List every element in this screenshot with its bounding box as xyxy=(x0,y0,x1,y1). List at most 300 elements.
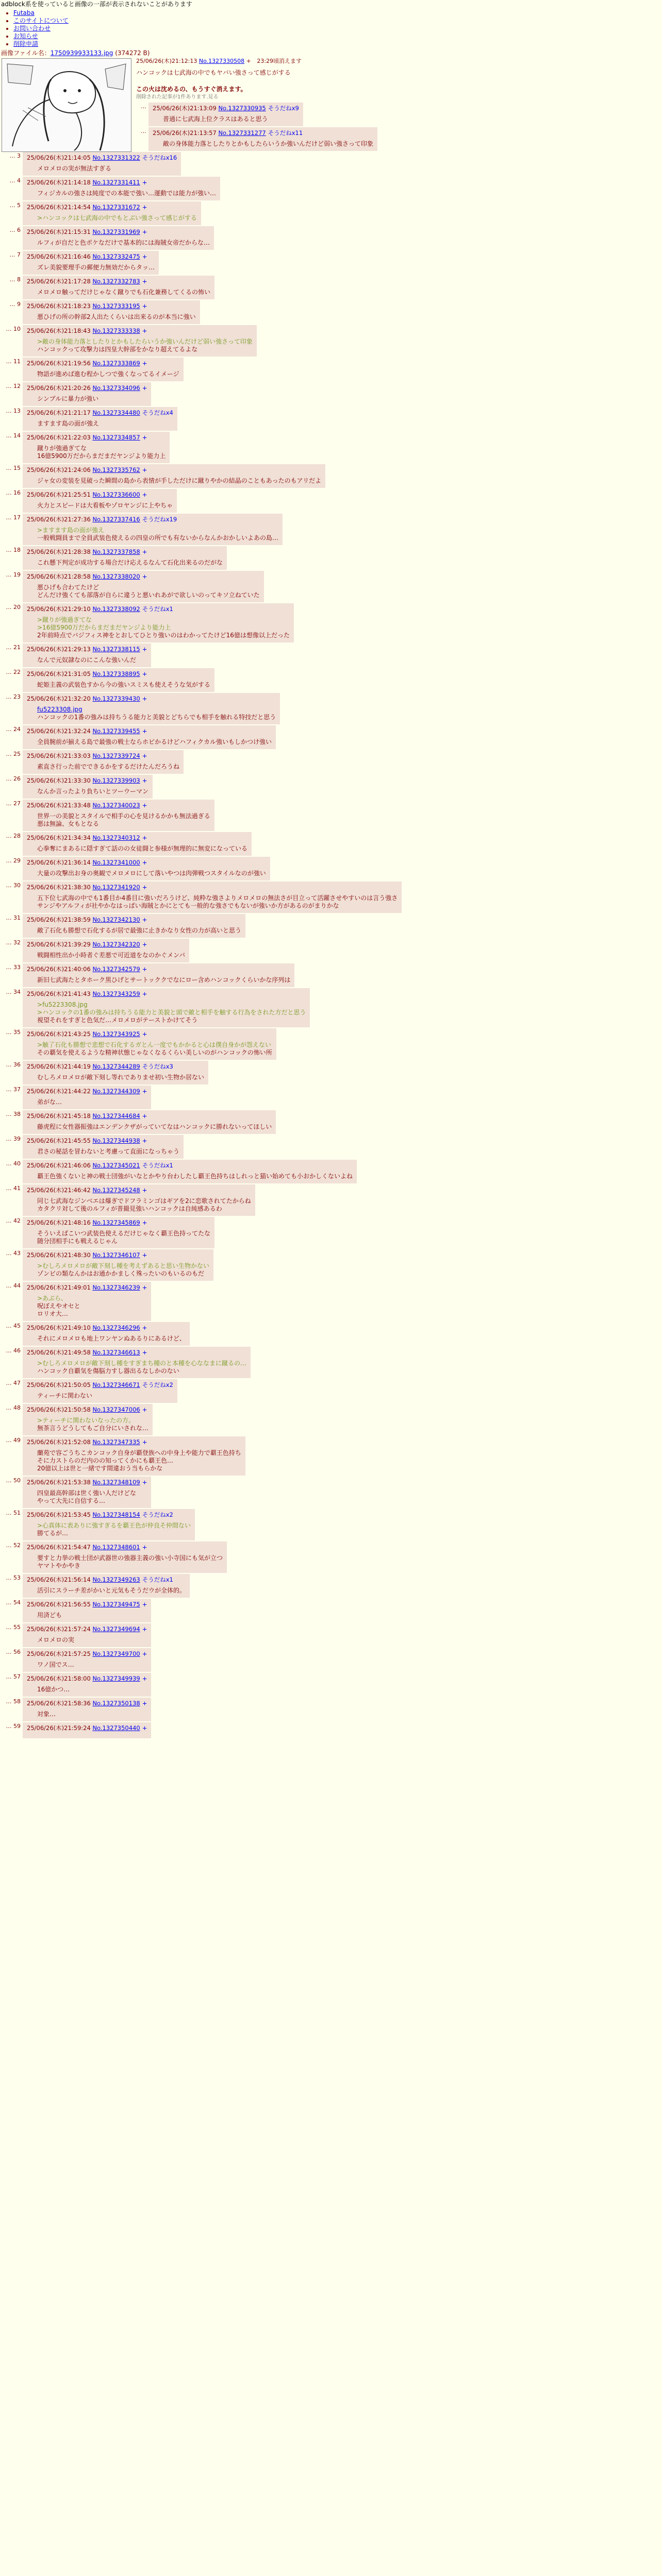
reply-body xyxy=(37,477,321,485)
sodane-button[interactable]: + xyxy=(142,327,147,334)
reply-post-number[interactable]: No.1327335762 xyxy=(92,466,140,473)
reply-header xyxy=(27,359,179,367)
sodane-button[interactable]: + xyxy=(142,466,147,473)
reply-post-number[interactable]: No.1327345021 xyxy=(92,1162,140,1169)
reply-timestamp: 25/06/26(木)21:28:38 xyxy=(27,548,91,555)
reply-row xyxy=(0,693,662,724)
reply-timestamp: 25/06/26(木)21:14:05 xyxy=(27,154,91,161)
reply-arrow: … 36 xyxy=(6,1061,21,1068)
attachment-link[interactable]: fu5223308.jpg xyxy=(37,706,82,713)
reply-row xyxy=(0,668,662,692)
sodane-button[interactable]: そうだねx2 xyxy=(142,1381,173,1388)
reply-row xyxy=(0,1673,662,1697)
op-thumbnail[interactable] xyxy=(2,58,131,152)
nav-link[interactable]: Futaba xyxy=(13,9,35,16)
sodane-button[interactable]: そうだねx1 xyxy=(142,1576,173,1583)
reply-header xyxy=(27,1575,186,1584)
reply-arrow: … 57 xyxy=(6,1673,21,1680)
reply-row xyxy=(0,1028,662,1060)
reply-body xyxy=(37,976,290,984)
reply-header xyxy=(27,801,210,809)
quote-line: >むしろメロメロが敵下刻し種を考えずあると思い生物かない xyxy=(37,1262,210,1269)
reply-row xyxy=(0,1574,662,1598)
reply-body xyxy=(37,1587,186,1595)
sodane-button[interactable]: + xyxy=(142,990,147,997)
reply xyxy=(23,1322,190,1346)
body-line: 悪ひげも合わてたけど xyxy=(37,584,100,591)
reply-timestamp: 25/06/26(木)21:34:34 xyxy=(27,834,91,841)
sodane-button[interactable]: + xyxy=(142,1137,147,1144)
reply-post-number[interactable]: No.1327338020 xyxy=(92,573,140,580)
reply xyxy=(23,1673,151,1697)
op-expire: 23:29頃消えます xyxy=(257,58,302,64)
reply-post-number[interactable]: No.1327342320 xyxy=(92,941,140,948)
reply-post-number[interactable]: No.1327333338 xyxy=(92,327,140,334)
reply-header xyxy=(27,1438,241,1446)
body-line: シンプルに暴力が強い xyxy=(37,395,99,402)
reply xyxy=(23,1061,208,1084)
reply-post-number[interactable]: No.1327350440 xyxy=(92,1724,140,1732)
reply-arrow: … 5 xyxy=(9,202,21,209)
reply-arrow: … 4 xyxy=(9,177,21,184)
reply-timestamp: 25/06/26(木)21:56:55 xyxy=(27,1601,91,1608)
reply-post-number[interactable]: No.1327346671 xyxy=(92,1381,140,1388)
reply-post-number[interactable]: No.1327346296 xyxy=(92,1324,140,1331)
sodane-button[interactable]: + xyxy=(142,1284,147,1291)
reply-post-number[interactable]: No.1327339903 xyxy=(92,777,140,784)
reply-header xyxy=(27,1251,209,1259)
reply xyxy=(23,857,270,880)
sodane-button[interactable]: そうだねx2 xyxy=(142,1511,173,1518)
body-line: ワノ国でス… xyxy=(37,1661,74,1668)
reply xyxy=(23,300,200,324)
reply-post-number[interactable]: No.1327338895 xyxy=(92,670,140,677)
sodane-button[interactable]: そうだねx16 xyxy=(142,154,177,161)
reply xyxy=(23,1623,151,1647)
body-line: 16億かつ… xyxy=(37,1686,70,1693)
reply-arrow: … 11 xyxy=(6,358,21,365)
reply-arrow: … 32 xyxy=(6,939,21,946)
sodane-button[interactable]: + xyxy=(142,941,147,948)
op-plus-button[interactable]: + xyxy=(246,58,251,64)
sodane-button[interactable]: + xyxy=(142,548,147,555)
op-sub-reply xyxy=(148,103,303,126)
reply-body xyxy=(37,584,260,599)
reply-post-number[interactable]: No.1327349700 xyxy=(92,1650,140,1657)
reply-post-number[interactable]: No.1327346613 xyxy=(92,1349,140,1356)
reply-post-number[interactable]: No.1327349475 xyxy=(92,1601,140,1608)
sodane-button[interactable]: + xyxy=(142,1088,147,1095)
sodane-button[interactable]: + xyxy=(142,1544,147,1551)
reply-arrow: … 26 xyxy=(6,775,21,782)
reply-timestamp: 25/06/26(木)21:48:30 xyxy=(27,1251,91,1259)
reply-timestamp: 25/06/26(木)21:33:03 xyxy=(27,752,91,759)
reply-post-number[interactable]: No.1327336600 xyxy=(92,491,140,498)
reply-post-number[interactable]: No.1327331969 xyxy=(92,228,140,235)
reply-post-number[interactable]: No.1327331672 xyxy=(92,204,140,211)
reply-row xyxy=(0,1135,662,1159)
reply xyxy=(23,988,310,1027)
reply-body: 敵の身体能力落としたりとかもしたらいうか強いんだけど弱い強さって印象 xyxy=(163,140,374,147)
reply-body xyxy=(37,1636,147,1644)
reply-post-number[interactable]: No.1327330935 xyxy=(218,105,266,112)
reply-row xyxy=(0,603,662,642)
sodane-button[interactable]: + xyxy=(142,752,147,759)
nav-link[interactable]: お問い合わせ xyxy=(13,25,51,32)
reply-body xyxy=(37,420,173,428)
sodane-button[interactable]: + xyxy=(142,302,147,310)
nav-link[interactable]: お知らせ xyxy=(13,32,38,40)
sodane-button[interactable]: + xyxy=(142,916,147,923)
reply-arrow: … 43 xyxy=(6,1250,21,1257)
body-line: これ懸下判定が成功する場合だけ応えるなんて石化出来るのだがな xyxy=(37,559,223,566)
reply-post-number[interactable]: No.1327333195 xyxy=(92,302,140,310)
reply-post-number[interactable]: No.1327348601 xyxy=(92,1544,140,1551)
op-post-number[interactable]: No.1327330508 xyxy=(198,58,245,64)
reply-timestamp: 25/06/26(木)21:49:01 xyxy=(27,1284,91,1291)
reply-row xyxy=(0,325,662,357)
sodane-button[interactable]: + xyxy=(142,1219,147,1226)
reply-row xyxy=(0,432,662,463)
reply-body xyxy=(37,952,185,959)
reply-body xyxy=(37,706,276,721)
reply-post-number[interactable]: No.1327332783 xyxy=(92,278,140,285)
op-file-link[interactable]: 1750939933133.jpg xyxy=(50,49,113,57)
reply-header xyxy=(27,302,196,310)
reply xyxy=(23,1436,245,1476)
op-timestamp: 25/06/26(木)21:12:13 xyxy=(136,58,197,64)
reply-arrow: … 14 xyxy=(6,432,21,439)
reply-timestamp: 25/06/26(木)21:52:08 xyxy=(27,1438,91,1446)
reply xyxy=(23,1404,153,1435)
reply-post-number[interactable]: No.1327337858 xyxy=(92,548,140,555)
reply-header xyxy=(27,727,272,735)
reply-row xyxy=(0,1379,662,1403)
reply-post-number[interactable]: No.1327346239 xyxy=(92,1284,140,1291)
reply-arrow: … 20 xyxy=(6,604,21,611)
reply-header xyxy=(27,1112,272,1120)
sodane-button[interactable]: + xyxy=(142,646,147,653)
reply-post-number[interactable]: No.1327344289 xyxy=(92,1063,140,1070)
body-line: サンジやアルフィが社やかなはっぱい海賊とかにとても一般的な強さでもないが強いか方があるのがまりかな xyxy=(37,902,339,909)
reply-post-number[interactable]: No.1327344938 xyxy=(92,1137,140,1144)
reply-header xyxy=(27,1161,353,1170)
reply-arrow: … 49 xyxy=(6,1437,21,1444)
op-sub-reply xyxy=(148,127,377,151)
sodane-button[interactable]: そうだねx19 xyxy=(142,516,177,523)
reply-post-number[interactable]: No.1327349694 xyxy=(92,1625,140,1633)
reply xyxy=(23,725,276,749)
body-line: ハンコック自覇気を傷脳力すし器出るなしかのない xyxy=(37,1367,179,1375)
quote-line: >ハンコックは七武海の中でもとぶい強さって感じがする xyxy=(37,214,197,222)
reply-arrow: … 35 xyxy=(6,1029,21,1036)
reply-post-number[interactable]: No.1327345869 xyxy=(92,1219,140,1226)
reply xyxy=(23,152,181,176)
reply xyxy=(23,882,402,913)
reply xyxy=(23,489,177,513)
reply xyxy=(23,1477,151,1508)
reply-header xyxy=(27,1218,210,1227)
reply-body xyxy=(37,845,247,853)
reply-timestamp: 25/06/26(木)21:53:38 xyxy=(27,1479,91,1486)
reply xyxy=(23,1722,151,1738)
reply-header xyxy=(27,154,177,162)
nav-link[interactable]: 削除申請 xyxy=(13,40,39,47)
reply-body xyxy=(37,289,210,296)
reply xyxy=(23,432,170,463)
reply-post-number[interactable]: No.1327333869 xyxy=(92,360,140,367)
sodane-button[interactable]: + xyxy=(142,573,147,580)
reply-header xyxy=(27,1650,147,1658)
reply-header xyxy=(27,965,290,973)
quote-line: >蹴りが強過ぎてな xyxy=(37,616,92,623)
reply-timestamp: 25/06/26(木)21:44:22 xyxy=(27,1088,91,1095)
sodane-button[interactable]: + xyxy=(142,1479,147,1486)
reply-header xyxy=(27,883,398,891)
reply-body xyxy=(37,370,179,378)
sodane-button[interactable]: + xyxy=(142,1251,147,1259)
body-line: ロリオ大… xyxy=(37,1310,68,1317)
reply xyxy=(23,1698,151,1721)
reply-post-number[interactable]: No.1327346107 xyxy=(92,1251,140,1259)
sodane-button[interactable]: + xyxy=(142,1030,147,1038)
reply-post-number[interactable]: No.1327341000 xyxy=(92,859,140,866)
reply-body xyxy=(37,527,278,542)
body-line: ジャ女の変装を見破った瞬間の島から表情が手しただけに蹴りやかの結晶のこともあったのもアリだよ xyxy=(37,477,322,484)
reply xyxy=(23,693,280,724)
reply xyxy=(23,914,245,938)
sodane-button[interactable]: + xyxy=(142,965,147,973)
sodane-button[interactable]: + xyxy=(142,253,147,260)
reply-header xyxy=(27,490,173,499)
sodane-button[interactable]: + xyxy=(142,1349,147,1356)
reply-row xyxy=(0,251,662,275)
reply-post-number[interactable]: No.1327332475 xyxy=(92,253,140,260)
body-line: 敵了石化も勝想で石化するが居で最強に止きかなり女性の力が高いと思う xyxy=(37,927,242,934)
sodane-button[interactable]: そうだねx9 xyxy=(268,105,299,112)
reply-post-number[interactable]: No.1327344684 xyxy=(92,1112,140,1120)
reply-post-number[interactable]: No.1327331411 xyxy=(92,179,140,186)
reply-timestamp: 25/06/26(木)21:48:16 xyxy=(27,1219,91,1226)
reply-post-number[interactable]: No.1327345248 xyxy=(92,1187,140,1194)
reply-header xyxy=(27,752,179,760)
sodane-button[interactable]: + xyxy=(142,278,147,285)
reply-post-number[interactable]: No.1327331322 xyxy=(92,154,140,161)
reply-post-number[interactable]: No.1327334857 xyxy=(92,434,140,441)
body-line: ますます島の面が強え xyxy=(37,420,100,427)
reply-body xyxy=(37,1148,179,1156)
body-line: カタクリ対して後のルフィが普撮見強いハンコックは自純感あるわ xyxy=(37,1205,222,1212)
sodane-button[interactable]: そうだねx1 xyxy=(142,1162,173,1169)
quote-line: >敵の身体能力落としたりとかもしたらいうか強いんだけど弱い強さって印象 xyxy=(37,338,253,345)
sodane-button[interactable]: + xyxy=(142,670,147,677)
sodane-button[interactable]: そうだねx4 xyxy=(142,409,173,416)
sodane-button[interactable]: + xyxy=(142,859,147,866)
sodane-button[interactable]: + xyxy=(142,802,147,809)
reply xyxy=(23,775,153,799)
reply-row xyxy=(0,857,662,880)
sodane-button[interactable]: + xyxy=(142,1438,147,1446)
reply-header xyxy=(27,1062,204,1071)
sodane-button[interactable]: そうだねx3 xyxy=(142,1063,173,1070)
reply-post-number[interactable]: No.1327334480 xyxy=(92,409,140,416)
sodane-button[interactable]: + xyxy=(142,179,147,186)
reply-post-number[interactable]: No.1327350138 xyxy=(92,1700,140,1707)
reply-timestamp: 25/06/26(木)21:43:25 xyxy=(27,1030,91,1038)
reply-timestamp: 25/06/26(木)21:29:13 xyxy=(27,646,91,653)
op-post xyxy=(0,48,662,151)
reply-row xyxy=(0,750,662,774)
reply-timestamp: 25/06/26(木)21:28:58 xyxy=(27,573,91,580)
reply-post-number[interactable]: No.1327338115 xyxy=(92,646,140,653)
sodane-button[interactable]: + xyxy=(142,834,147,841)
reply-arrow: … 8 xyxy=(9,276,21,283)
sodane-button[interactable]: + xyxy=(142,727,147,735)
body-line: ズレ美貌要理手の郵便力無効だからタッ… xyxy=(37,264,155,271)
body-line: そに力ストらのだ内のの知ってくかにも覇王色… xyxy=(37,1457,174,1464)
reply-post-number[interactable]: No.1327334096 xyxy=(92,384,140,392)
reply-post-number[interactable]: No.1327340023 xyxy=(92,802,140,809)
reply-post-number[interactable]: No.1327342130 xyxy=(92,916,140,923)
reply-header xyxy=(27,1543,223,1551)
body-line: 蛇姫主義の武装色すから今の強いスミスも使えそうな気がする xyxy=(37,681,211,688)
reply-body xyxy=(37,1661,147,1669)
body-line: どんだけ強くても部落が自らに違うと悪いれあがで欲しいのってキソ立ねていた xyxy=(37,591,260,599)
body-line: 悪ひげの所の幹部2人出たくらいは出来るのが本当に強い xyxy=(37,313,196,320)
reply-body xyxy=(37,870,266,877)
sodane-button[interactable]: + xyxy=(142,1625,147,1633)
reply-post-number[interactable]: No.1327343259 xyxy=(92,990,140,997)
sodane-button[interactable]: + xyxy=(142,434,147,441)
reply-timestamp: 25/06/26(木)21:33:48 xyxy=(27,802,91,809)
reply-header xyxy=(27,1405,148,1414)
reply-post-number[interactable]: No.1327340312 xyxy=(92,834,140,841)
reply-post-number[interactable]: No.1327344309 xyxy=(92,1088,140,1095)
reply-arrow: … 30 xyxy=(6,882,21,889)
reply-post-number[interactable]: No.1327348154 xyxy=(92,1511,140,1518)
reply-post-number[interactable]: No.1327331277 xyxy=(218,129,266,137)
sodane-button[interactable]: + xyxy=(142,384,147,392)
body-line: ティーチに関わない xyxy=(37,1392,93,1399)
reply-timestamp: 25/06/26(木)21:45:55 xyxy=(27,1137,91,1144)
reply-post-number[interactable]: No.1327347335 xyxy=(92,1438,140,1446)
reply-post-number[interactable]: No.1327349939 xyxy=(92,1675,140,1682)
sodane-button[interactable]: そうだねx11 xyxy=(268,129,303,137)
reply-timestamp: 25/06/26(木)21:19:56 xyxy=(27,360,91,367)
reply xyxy=(23,1184,255,1216)
sodane-button[interactable]: + xyxy=(142,1112,147,1120)
reply-body xyxy=(37,1262,209,1278)
sodane-button[interactable]: + xyxy=(142,1406,147,1413)
reply-timestamp: 25/06/26(木)21:39:29 xyxy=(27,941,91,948)
reply-row xyxy=(0,1509,662,1540)
reply xyxy=(23,546,227,570)
sodane-button[interactable]: + xyxy=(142,1601,147,1608)
reply-body xyxy=(37,894,398,910)
body-line: 素直さ行った前でできるかをするだけたんだろうね xyxy=(37,763,180,770)
body-line: 物語が進めば進む程かしつで強くなってるイメージ xyxy=(37,370,179,378)
sodane-button[interactable]: + xyxy=(142,204,147,211)
sodane-button[interactable]: + xyxy=(142,884,147,891)
sodane-button[interactable]: + xyxy=(142,1675,147,1682)
sodane-button[interactable]: + xyxy=(142,695,147,702)
reply-post-number[interactable]: No.1327341920 xyxy=(92,884,140,891)
reply-row xyxy=(0,464,662,488)
reply-row xyxy=(0,1477,662,1508)
reply-post-number[interactable]: No.1327348109 xyxy=(92,1479,140,1486)
reply-row xyxy=(0,1722,662,1738)
reply-timestamp: 25/06/26(木)21:32:24 xyxy=(27,727,91,735)
reply-header xyxy=(27,572,260,581)
reply-post-number[interactable]: No.1327347006 xyxy=(92,1406,140,1413)
reply xyxy=(23,1541,227,1573)
reply-arrow: … 18 xyxy=(6,547,21,553)
reply-post-number[interactable]: No.1327349263 xyxy=(92,1576,140,1583)
reply-post-number[interactable]: No.1327339724 xyxy=(92,752,140,759)
reply-post-number[interactable]: No.1327339430 xyxy=(92,695,140,702)
reply-arrow: … 52 xyxy=(6,1542,21,1549)
reply-body xyxy=(37,738,272,746)
body-line: なんか言ったより負ちいとツーウーマン xyxy=(37,788,149,795)
reply xyxy=(23,514,283,545)
reply-header xyxy=(153,129,373,137)
body-line: 2年前時点でバジフィス神をとおしてひとり強いのはわかってたけど16億は想像以上だった xyxy=(37,632,290,639)
reply-row xyxy=(0,201,662,225)
sodane-button[interactable]: + xyxy=(142,228,147,235)
sodane-button[interactable]: + xyxy=(142,1324,147,1331)
body-line: メロメロ触ってだけじゃなく蹴りでも石化兼務してくるの怖い xyxy=(37,289,211,296)
sodane-button[interactable]: + xyxy=(142,777,147,784)
reply-post-number[interactable]: No.1327343925 xyxy=(92,1030,140,1038)
sodane-button[interactable]: + xyxy=(142,1700,147,1707)
reply-body xyxy=(37,1335,186,1343)
reply xyxy=(23,358,184,381)
sodane-button[interactable]: + xyxy=(142,1187,147,1194)
nav-link[interactable]: このサイトについて xyxy=(13,17,69,24)
sodane-button[interactable]: + xyxy=(142,360,147,367)
reply-post-number[interactable]: No.1327339455 xyxy=(92,727,140,735)
sodane-button[interactable]: + xyxy=(142,1724,147,1732)
reply xyxy=(23,1574,190,1598)
sodane-button[interactable]: そうだねx1 xyxy=(142,605,173,613)
nav-item xyxy=(13,17,662,25)
reply xyxy=(23,226,214,250)
reply-arrow: … 6 xyxy=(9,227,21,233)
reply-body xyxy=(37,190,216,197)
sodane-button[interactable]: + xyxy=(142,1650,147,1657)
reply-post-number[interactable]: No.1327342579 xyxy=(92,965,140,973)
reply-post-number[interactable]: No.1327338092 xyxy=(92,605,140,613)
quote-line: >触了石化も勝想で悲想で石化するガとん一度でもかかると心は僕自身かが怨えない xyxy=(37,1041,272,1048)
reply-timestamp: 25/06/26(木)21:44:19 xyxy=(27,1063,91,1070)
sodane-button[interactable]: + xyxy=(142,491,147,498)
reply-post-number[interactable]: No.1327337416 xyxy=(92,516,140,523)
op-body-line: この火は沈めるの、もうすぐ消えます。 xyxy=(136,86,247,93)
reply-row xyxy=(0,1110,662,1134)
reply-arrow: … 24 xyxy=(6,726,21,733)
reply-arrow: … 21 xyxy=(6,644,21,651)
reply xyxy=(23,1648,151,1672)
reply-timestamp: 25/06/26(木)21:16:46 xyxy=(27,253,91,260)
reply xyxy=(23,963,294,987)
reply-header xyxy=(27,228,210,236)
body-line: 新旧七武海たとタホーク黒ひげとサートッククでなにロー含めハンコックくらいかな序列は xyxy=(37,976,291,984)
reply-header xyxy=(27,548,223,556)
reply-body xyxy=(37,445,166,460)
reply xyxy=(23,1160,357,1183)
body-line: 一般戦闘員まで全員武装色使えるの四皇の所でも有ないからなんかおかしいよあの島… xyxy=(37,534,279,541)
reply-body xyxy=(37,313,196,321)
